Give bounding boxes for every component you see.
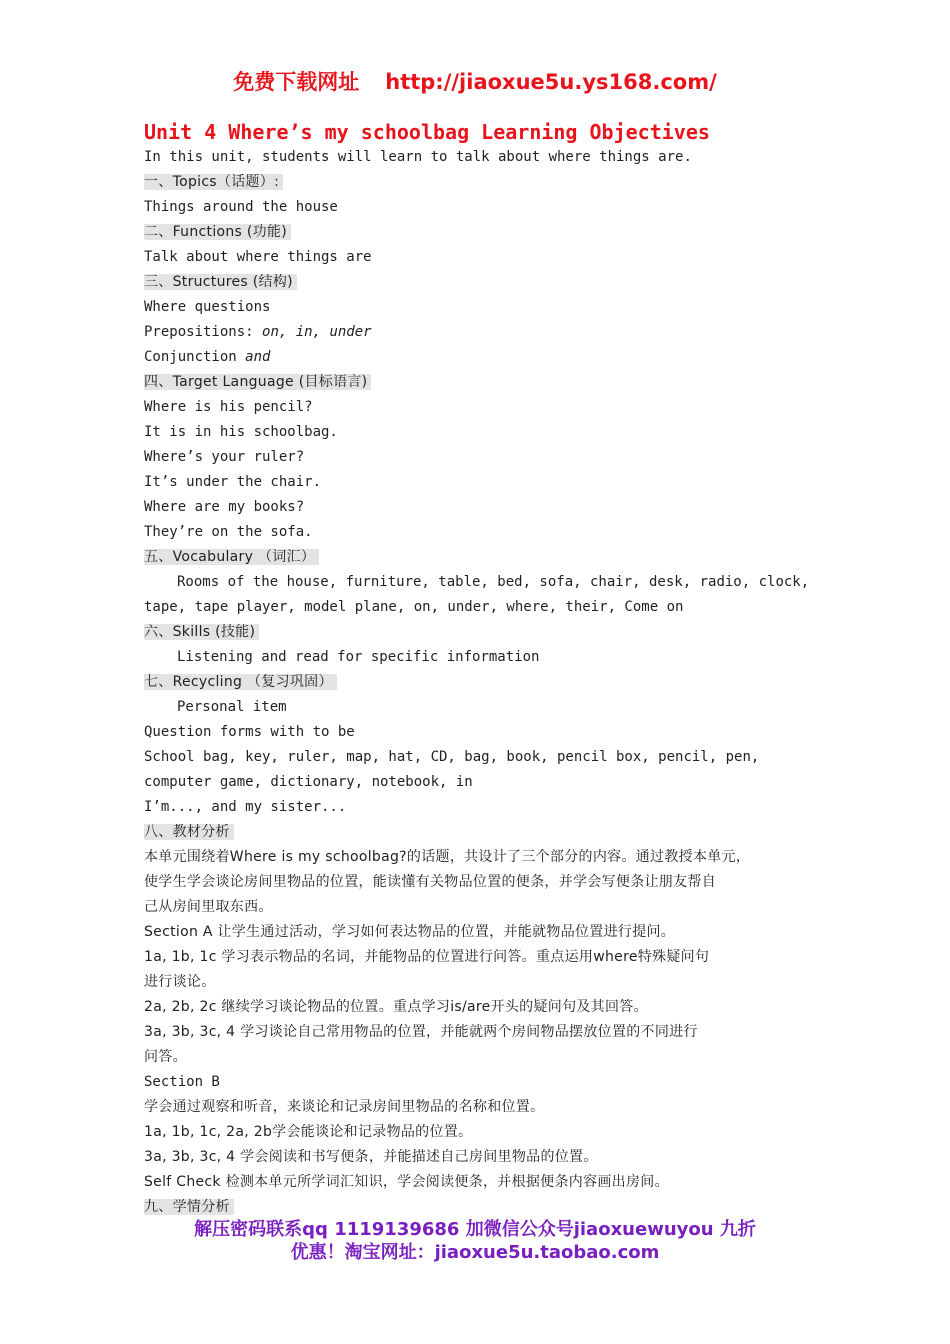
section-b-intro: 学会通过观察和听音，来谈论和记录房间里物品的名称和位置。	[144, 1099, 545, 1115]
structures-line-2	[144, 320, 824, 345]
section-a-1a: 1a, 1b, 1c 学习表示物品的名词，并能物品的位置进行问答。重点运用where特殊疑问句	[144, 949, 710, 965]
target-language-heading: 四、Target Language (目标语言)	[144, 374, 371, 390]
target-line: Where are my books?	[144, 499, 305, 515]
analysis-paragraph-line: 本单元围绕着Where is my schoolbag?的话题，共设计了三个部分的内容。通过教授本单元，	[144, 849, 751, 865]
vocabulary-heading: 五、Vocabulary （词汇）	[144, 549, 319, 565]
section-a-2a: 2a, 2b, 2c 继续学习谈论物品的位置。重点学习is/are开头的疑问句及其回答。	[144, 999, 648, 1015]
vocabulary-line-1: Rooms of the house, furniture, table, bed, sofa, chair, desk, radio, clock,	[177, 574, 810, 590]
header-label: 免费下载网址	[233, 70, 360, 94]
vocabulary-line-2: tape, tape player, model plane, on, under, where, their, Come on	[144, 599, 684, 615]
intro-text: In this unit, students will learn to talk about where things are.	[144, 149, 692, 165]
structures-heading: 三、Structures (结构)	[144, 274, 297, 290]
recycling-line-4: computer game, dictionary, notebook, in	[144, 774, 473, 790]
footer-line-1: 解压密码联系qq 1119139686 加微信公众号jiaoxuewuyou 九折	[194, 1219, 756, 1240]
download-header	[0, 66, 950, 96]
target-line: Where is his pencil?	[144, 399, 313, 415]
section-b-1a: 1a, 1b, 1c, 2a, 2b学会能谈论和记录物品的位置。	[144, 1124, 473, 1140]
target-line: They’re on the sofa.	[144, 524, 313, 540]
topics-body: Things around the house	[144, 199, 338, 215]
recycling-heading: 七、Recycling （复习巩固）	[144, 674, 337, 690]
textbook-analysis-heading: 八、教材分析	[144, 824, 234, 840]
section-a-3a-cont: 问答。	[144, 1049, 187, 1065]
target-line: It’s under the chair.	[144, 474, 322, 490]
section-a-3a: 3a, 3b, 3c, 4 学习谈论自己常用物品的位置，并能就两个房间物品摆放位置的不同进行	[144, 1024, 698, 1040]
recycling-line-3: School bag, key, ruler, map, hat, CD, bag, book, pencil box, pencil, pen,	[144, 749, 760, 765]
prepositions-words: on, in, under	[262, 324, 372, 340]
target-line: It is in his schoolbag.	[144, 424, 338, 440]
learner-analysis-heading: 九、学情分析	[144, 1199, 234, 1215]
skills-body: Listening and read for specific information	[177, 649, 540, 665]
promo-footer	[0, 1218, 950, 1264]
topics-heading: 一、Topics（话题）:	[144, 174, 283, 190]
recycling-line-1: Personal item	[177, 699, 287, 715]
structures-line-3	[144, 345, 824, 370]
recycling-line-5: I’m..., and my sister...	[144, 799, 347, 815]
target-line: Where’s your ruler?	[144, 449, 305, 465]
header-url-link[interactable]: http://jiaoxue5u.ys168.com/	[385, 70, 717, 94]
recycling-line-2: Question forms with to be	[144, 724, 355, 740]
document-title: Unit 4 Where’s my schoolbag Learning Objectives	[144, 120, 710, 144]
section-b-3a: 3a, 3b, 3c, 4 学会阅读和书写便条，并能描述自己房间里物品的位置。	[144, 1149, 598, 1165]
document-body	[144, 145, 824, 1220]
analysis-paragraph-line: 使学生学会谈论房间里物品的位置，能读懂有关物品位置的便条，并学会写便条让朋友帮自	[144, 874, 716, 890]
functions-body: Talk about where things are	[144, 249, 372, 265]
conjunction-word: and	[245, 349, 271, 365]
skills-heading: 六、Skills (技能)	[144, 624, 259, 640]
section-b-title: Section B	[144, 1074, 220, 1090]
analysis-paragraph-line: 己从房间里取东西。	[144, 899, 273, 915]
footer-line-2[interactable]: 优惠！淘宝网址：jiaoxue5u.taobao.com	[290, 1242, 660, 1263]
self-check: Self Check 检测本单元所学词汇知识，学会阅读便条，并根据便条内容画出房间。	[144, 1174, 669, 1190]
conjunction-label: Conjunction	[144, 349, 246, 365]
section-a-1a-cont: 进行谈论。	[144, 974, 216, 990]
section-a-summary: Section A 让学生通过活动，学习如何表达物品的位置，并能就物品位置进行提问。	[144, 924, 676, 940]
functions-heading: 二、Functions (功能)	[144, 224, 291, 240]
structures-line-1: Where questions	[144, 299, 271, 315]
prepositions-label: Prepositions:	[144, 324, 263, 340]
